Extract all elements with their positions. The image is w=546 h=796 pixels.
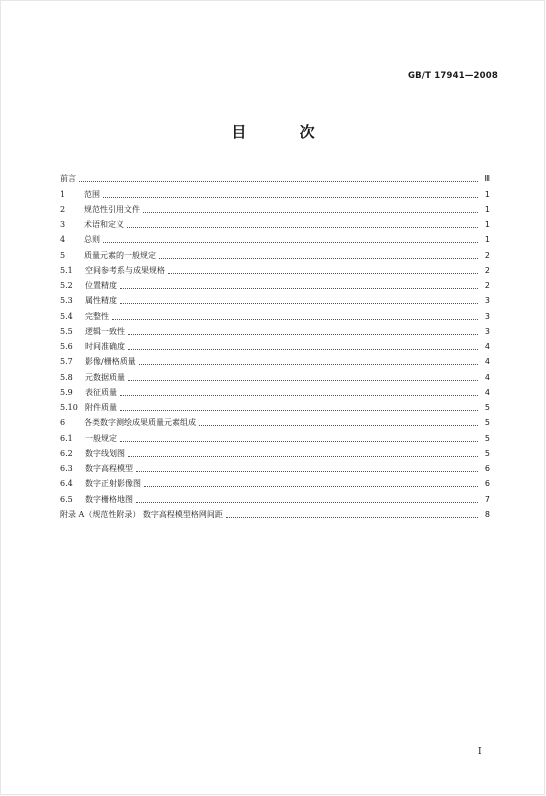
page-title: 目 次 <box>231 123 339 141</box>
toc-entry-title: 规范性引用文件 <box>84 204 140 214</box>
toc-entry[interactable] <box>60 474 490 489</box>
toc-leader-dots <box>112 309 478 320</box>
toc-leader-dots <box>136 492 478 503</box>
toc-entry-title: 空间参考系与成果规格 <box>85 265 165 275</box>
toc-entry[interactable] <box>60 413 490 428</box>
toc-leader-dots <box>128 339 478 350</box>
toc-entry-title: 属性精度 <box>85 296 117 306</box>
toc-entry[interactable] <box>60 459 490 474</box>
toc-leader-dots <box>199 415 478 426</box>
toc-entry-page: 2 <box>484 250 490 260</box>
toc-leader-dots <box>103 232 478 243</box>
toc-entry-page: 8 <box>484 509 490 519</box>
toc-entry-number: 5 <box>60 250 66 260</box>
toc-entry[interactable] <box>60 322 490 337</box>
toc-entry-page: 1 <box>484 204 490 214</box>
toc-entry[interactable] <box>60 306 490 321</box>
toc-entry-number: 5.8 <box>60 372 73 382</box>
toc-entry[interactable] <box>60 428 490 443</box>
toc-leader-dots <box>120 400 478 411</box>
toc-entry-title: 各类数字测绘成果质量元素组成 <box>84 418 196 428</box>
toc-leader-dots <box>120 431 478 442</box>
toc-entry[interactable] <box>60 505 490 520</box>
toc-entry-number: 5.6 <box>60 342 73 351</box>
toc-entry[interactable] <box>60 184 490 199</box>
toc-entry[interactable] <box>60 367 490 382</box>
toc-leader-dots <box>120 293 478 304</box>
toc-leader-dots <box>120 278 478 289</box>
toc-entry-title: 前言 <box>60 174 76 184</box>
toc-entry-title: 位置精度 <box>85 281 117 290</box>
toc-entry-number: 6 <box>60 418 66 428</box>
toc-entry-page: 6 <box>484 464 490 473</box>
toc-entry-title: 一般规定 <box>85 433 117 443</box>
toc-leader-dots <box>128 370 478 381</box>
toc-entry-page: 5 <box>484 433 490 443</box>
toc-entry-page: 4 <box>484 357 490 367</box>
toc-entry[interactable] <box>60 489 490 504</box>
toc-entry-number: 6.2 <box>60 448 73 458</box>
toc-entry-title: 数字栅格地图 <box>85 494 133 504</box>
table-of-contents <box>60 169 490 520</box>
toc-entry-page: 6 <box>484 479 490 489</box>
toc-entry-title: 完整性 <box>85 311 109 321</box>
toc-entry-page: 2 <box>484 281 490 290</box>
toc-entry-page: 1 <box>484 189 490 199</box>
toc-entry-number: 5.9 <box>60 387 73 397</box>
toc-entry-title: 总则 <box>84 235 100 245</box>
toc-entry[interactable] <box>60 200 490 215</box>
toc-entry-number: 6.4 <box>60 479 73 489</box>
toc-entry-page: 5 <box>484 448 490 458</box>
toc-leader-dots <box>127 217 478 228</box>
toc-entry-number: 5.2 <box>60 281 73 290</box>
toc-leader-dots <box>226 507 478 518</box>
toc-entry-page: 3 <box>484 311 490 321</box>
toc-entry-number: 3 <box>60 220 66 229</box>
toc-entry[interactable] <box>60 398 490 413</box>
toc-entry[interactable] <box>60 276 490 291</box>
toc-entry-page: 3 <box>484 296 490 306</box>
toc-leader-dots <box>139 354 478 365</box>
toc-entry[interactable] <box>60 352 490 367</box>
toc-entry-title: 术语和定义 <box>84 220 124 229</box>
toc-entry-title: 数字正射影像图 <box>85 479 141 489</box>
toc-entry-page: 2 <box>484 265 490 275</box>
toc-entry-title: 数字线划图 <box>85 448 125 458</box>
toc-entry[interactable] <box>60 230 490 245</box>
toc-entry-title: 数字高程模型 <box>85 464 133 473</box>
toc-leader-dots <box>159 248 478 259</box>
toc-entry-number: 1 <box>60 189 66 199</box>
toc-entry-number: 2 <box>60 204 66 214</box>
toc-entry[interactable] <box>60 261 490 276</box>
standard-code: GB/T 17941—2008 <box>407 71 498 81</box>
toc-entry[interactable] <box>60 383 490 398</box>
toc-entry[interactable] <box>60 291 490 306</box>
toc-entry-page: 7 <box>484 494 490 504</box>
toc-entry-page: 1 <box>484 220 490 229</box>
toc-entry-number: 6.5 <box>60 494 73 504</box>
toc-entry-number: 5.4 <box>60 311 73 321</box>
toc-leader-dots <box>128 324 478 335</box>
toc-entry-title: 附录 A（规范性附录） 数字高程模型格网间距 <box>60 509 223 519</box>
toc-leader-dots <box>168 263 478 274</box>
toc-entry-page: 5 <box>484 403 490 412</box>
toc-leader-dots <box>143 202 478 213</box>
toc-leader-dots <box>128 446 478 457</box>
toc-entry[interactable] <box>60 245 490 260</box>
toc-entry-title: 影像/栅格质量 <box>85 357 136 367</box>
toc-entry-title: 质量元素的一般规定 <box>84 250 156 260</box>
toc-entry-title: 表征质量 <box>85 387 117 397</box>
toc-entry-number: 5.7 <box>60 357 73 367</box>
toc-entry-page: 4 <box>484 342 490 351</box>
toc-leader-dots <box>136 461 478 472</box>
toc-leader-dots <box>144 476 478 487</box>
toc-entry-number: 4 <box>60 235 66 245</box>
toc-entry[interactable] <box>60 337 490 352</box>
toc-entry-page: Ⅲ <box>484 174 490 184</box>
toc-entry-number: 5.5 <box>60 326 73 336</box>
toc-entry-title: 逻辑一致性 <box>85 326 125 336</box>
toc-leader-dots <box>103 187 478 198</box>
toc-leader-dots <box>79 171 478 182</box>
toc-entry-title: 元数据质量 <box>85 372 125 382</box>
toc-entry-number: 5.3 <box>60 296 73 306</box>
toc-entry-title: 范围 <box>84 189 100 199</box>
toc-entry-number: 5.1 <box>60 265 73 275</box>
toc-entry-number: 6.1 <box>60 433 73 443</box>
toc-entry-title: 时间准确度 <box>85 342 125 351</box>
toc-entry-page: 5 <box>484 418 490 428</box>
toc-entry[interactable] <box>60 169 490 184</box>
toc-entry-page: 3 <box>484 326 490 336</box>
toc-entry[interactable] <box>60 444 490 459</box>
toc-entry-number: 5.10 <box>60 403 78 412</box>
toc-entry[interactable] <box>60 215 490 230</box>
toc-entry-page: 4 <box>484 387 490 397</box>
toc-entry-page: 4 <box>484 372 490 382</box>
toc-entry-page: 1 <box>484 235 490 245</box>
toc-leader-dots <box>120 385 478 396</box>
toc-entry-title: 附件质量 <box>85 403 117 412</box>
page-number: I <box>478 747 482 757</box>
toc-entry-number: 6.3 <box>60 464 73 473</box>
